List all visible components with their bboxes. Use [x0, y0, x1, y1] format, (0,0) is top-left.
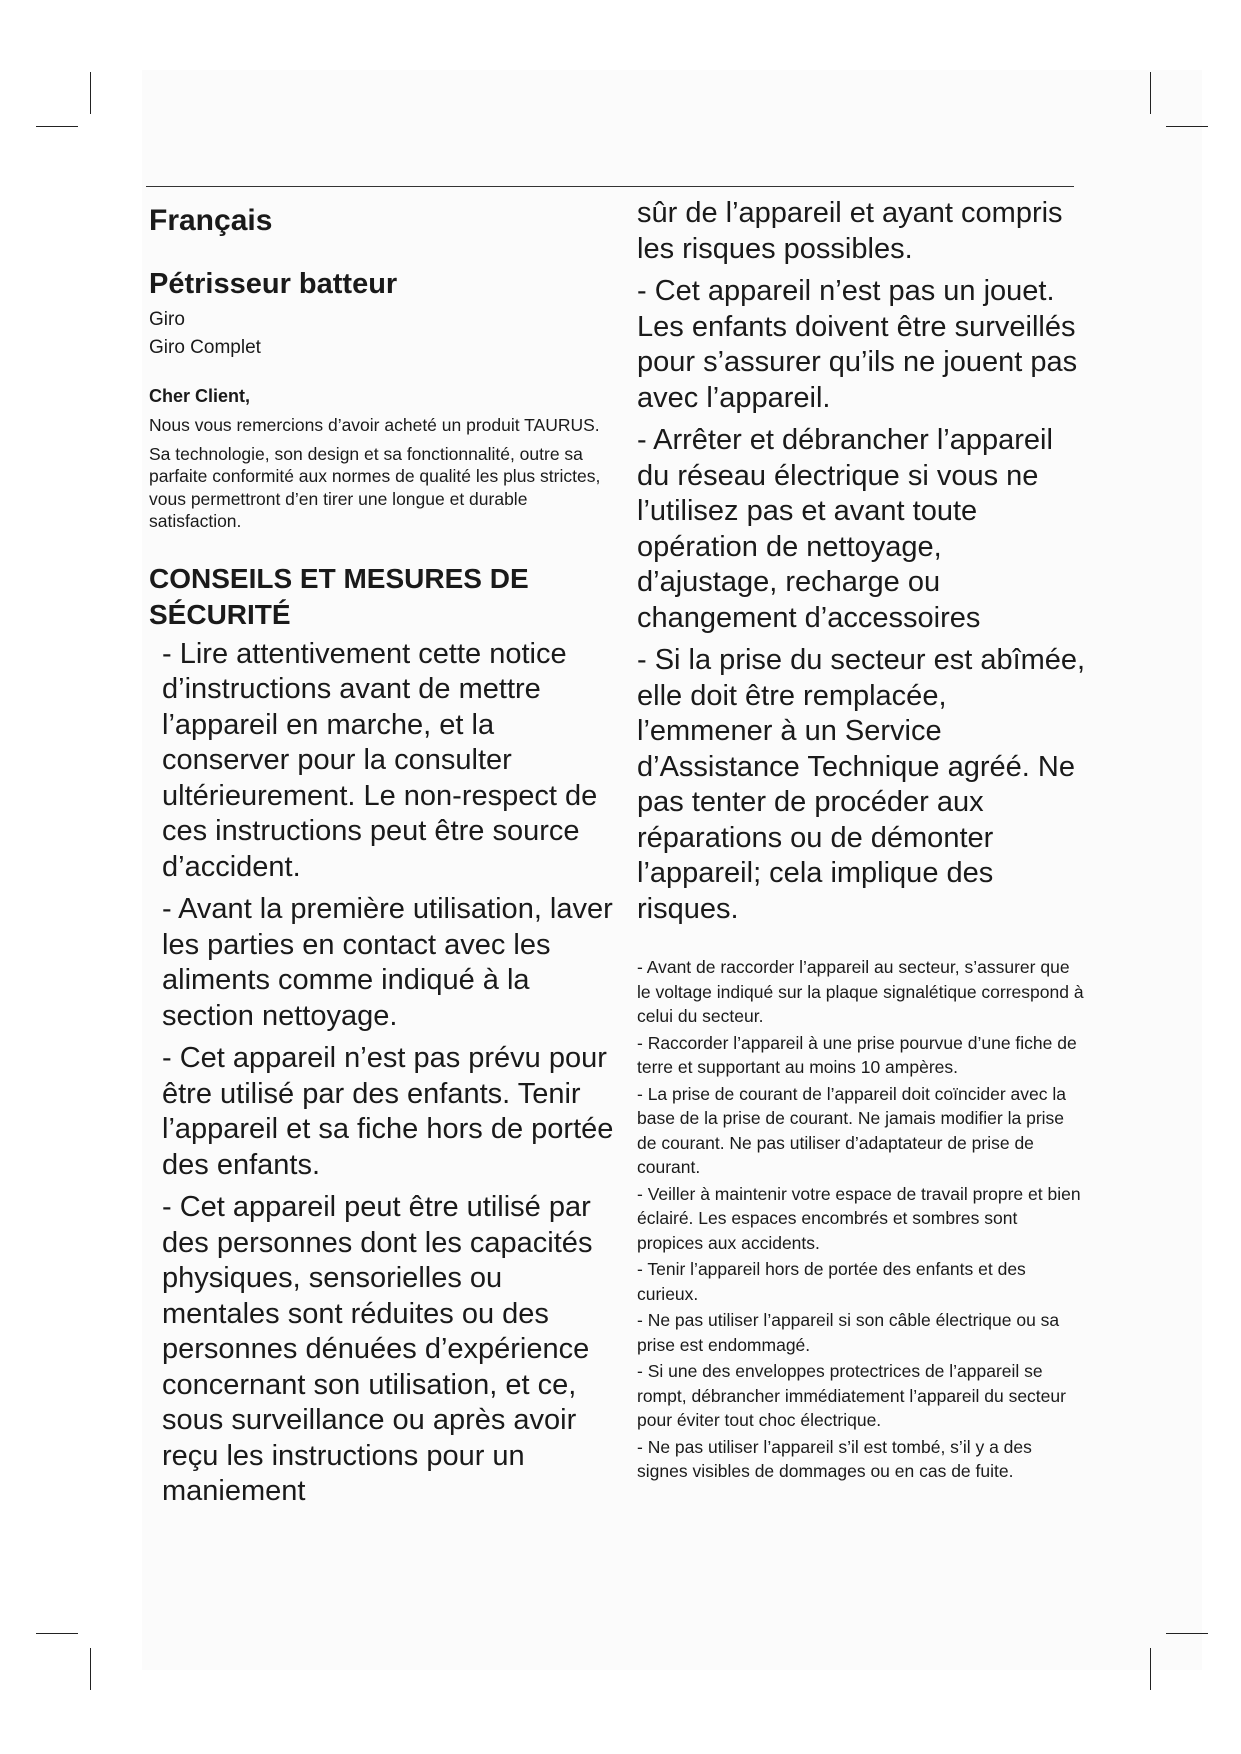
left-column	[149, 196, 619, 1517]
greeting: Cher Client,	[149, 386, 251, 406]
language-heading: Français	[149, 204, 273, 237]
small-safety-list	[637, 955, 1087, 1484]
small-safety-item: - Ne pas utiliser l’appareil s’il est tombé, s’il y a des signes visibles de dommages ou en cas de fuite.	[637, 1436, 1032, 1481]
product-title: Pétrisseur batteur	[149, 268, 398, 300]
model-name: Giro	[149, 309, 185, 330]
crop-mark-top-left-horizontal	[36, 126, 78, 127]
right-column	[637, 196, 1087, 1486]
safety-heading: CONSEILS ET MESURES DE SÉCURITÉ	[149, 562, 529, 630]
small-safety-item: - Tenir l’appareil hors de portée des enfants et des curieux.	[637, 1259, 1026, 1304]
crop-mark-bottom-left-horizontal	[36, 1633, 78, 1634]
intro-paragraph: Sa technologie, son design et sa fonctionnalité, outre sa parfaite conformité aux normes de qualité les plus strictes, vous permettront d’en tirer une longue et durable satisfaction.	[149, 443, 601, 531]
crop-mark-top-left-vertical	[90, 72, 91, 114]
small-safety-item: - Ne pas utiliser l’appareil si son câble électrique ou sa prise est endommagé.	[637, 1310, 1060, 1355]
small-safety-item: - Raccorder l’appareil à une prise pourvue d’une fiche de terre et supportant au moins 10 ampères.	[637, 1032, 1077, 1077]
small-safety-item: - Si une des enveloppes protectrices de l’appareil se rompt, débrancher immédiatement l’appareil du secteur pour éviter tout choc électrique.	[637, 1361, 1066, 1430]
header-rule	[146, 186, 1074, 187]
safety-item: - Cet appareil peut être utilisé par des personnes dont les capacités physiques, sensorielles ou mentales sont réduites ou des personnes dénuées d’expérience concernant son utilisation, et ce, sous surveillance ou après avoir reçu les instructions pour un maniement	[162, 1191, 593, 1507]
safety-item: - Cet appareil n’est pas un jouet. Les enfants doivent être surveillés pour s’assurer qu’ils ne jouent pas avec l’appareil.	[637, 275, 1078, 414]
safety-item: - Si la prise du secteur est abîmée, elle doit être remplacée, l’emmener à un Service d’Assistance Technique agréé. Ne pas tenter de procéder aux réparations ou de démonter l’appareil; cela implique des risques.	[637, 644, 1086, 925]
safety-item: - Arrêter et débrancher l’appareil du réseau électrique si vous ne l’utilisez pas et avant toute opération de nettoyage, d’ajustage, recharge ou changement d’accessoires	[637, 424, 1053, 634]
crop-mark-top-right-vertical	[1150, 72, 1151, 114]
model-name: Giro Complet	[149, 337, 261, 358]
small-safety-item: - La prise de courant de l’appareil doit coïncider avec la base de la prise de courant. Ne jamais modifier la prise de courant. Ne pas utiliser d’adaptateur de prise de courant.	[637, 1083, 1066, 1177]
safety-item: - Cet appareil n’est pas prévu pour être utilisé par des enfants. Tenir l’appareil et sa fiche hors de portée des enfants.	[162, 1042, 614, 1181]
crop-mark-bottom-right-horizontal	[1166, 1633, 1208, 1634]
small-safety-item: - Avant de raccorder l’appareil au secteur, s’assurer que le voltage indiqué sur la plaque signalétique correspond à celui du secteur.	[637, 957, 1084, 1026]
intro-paragraph: Nous vous remercions d’avoir acheté un produit TAURUS.	[149, 415, 600, 435]
safety-item-continuation: sûr de l’appareil et ayant compris les risques possibles.	[637, 197, 1063, 265]
safety-item: - Avant la première utilisation, laver les parties en contact avec les aliments comme indiqué à la section nettoyage.	[162, 893, 613, 1032]
crop-mark-top-right-horizontal	[1166, 126, 1208, 127]
small-safety-item: - Veiller à maintenir votre espace de travail propre et bien éclairé. Les espaces encombrés et sombres sont propices aux accidents.	[637, 1183, 1081, 1253]
crop-mark-bottom-right-vertical	[1150, 1648, 1151, 1690]
crop-mark-bottom-left-vertical	[90, 1648, 91, 1690]
safety-item: - Lire attentivement cette notice d’instructions avant de mettre l’appareil en marche, et la conserver pour la consulter ultérieurement. Le non-respect de ces instructions peut être source d’accident.	[162, 637, 598, 883]
